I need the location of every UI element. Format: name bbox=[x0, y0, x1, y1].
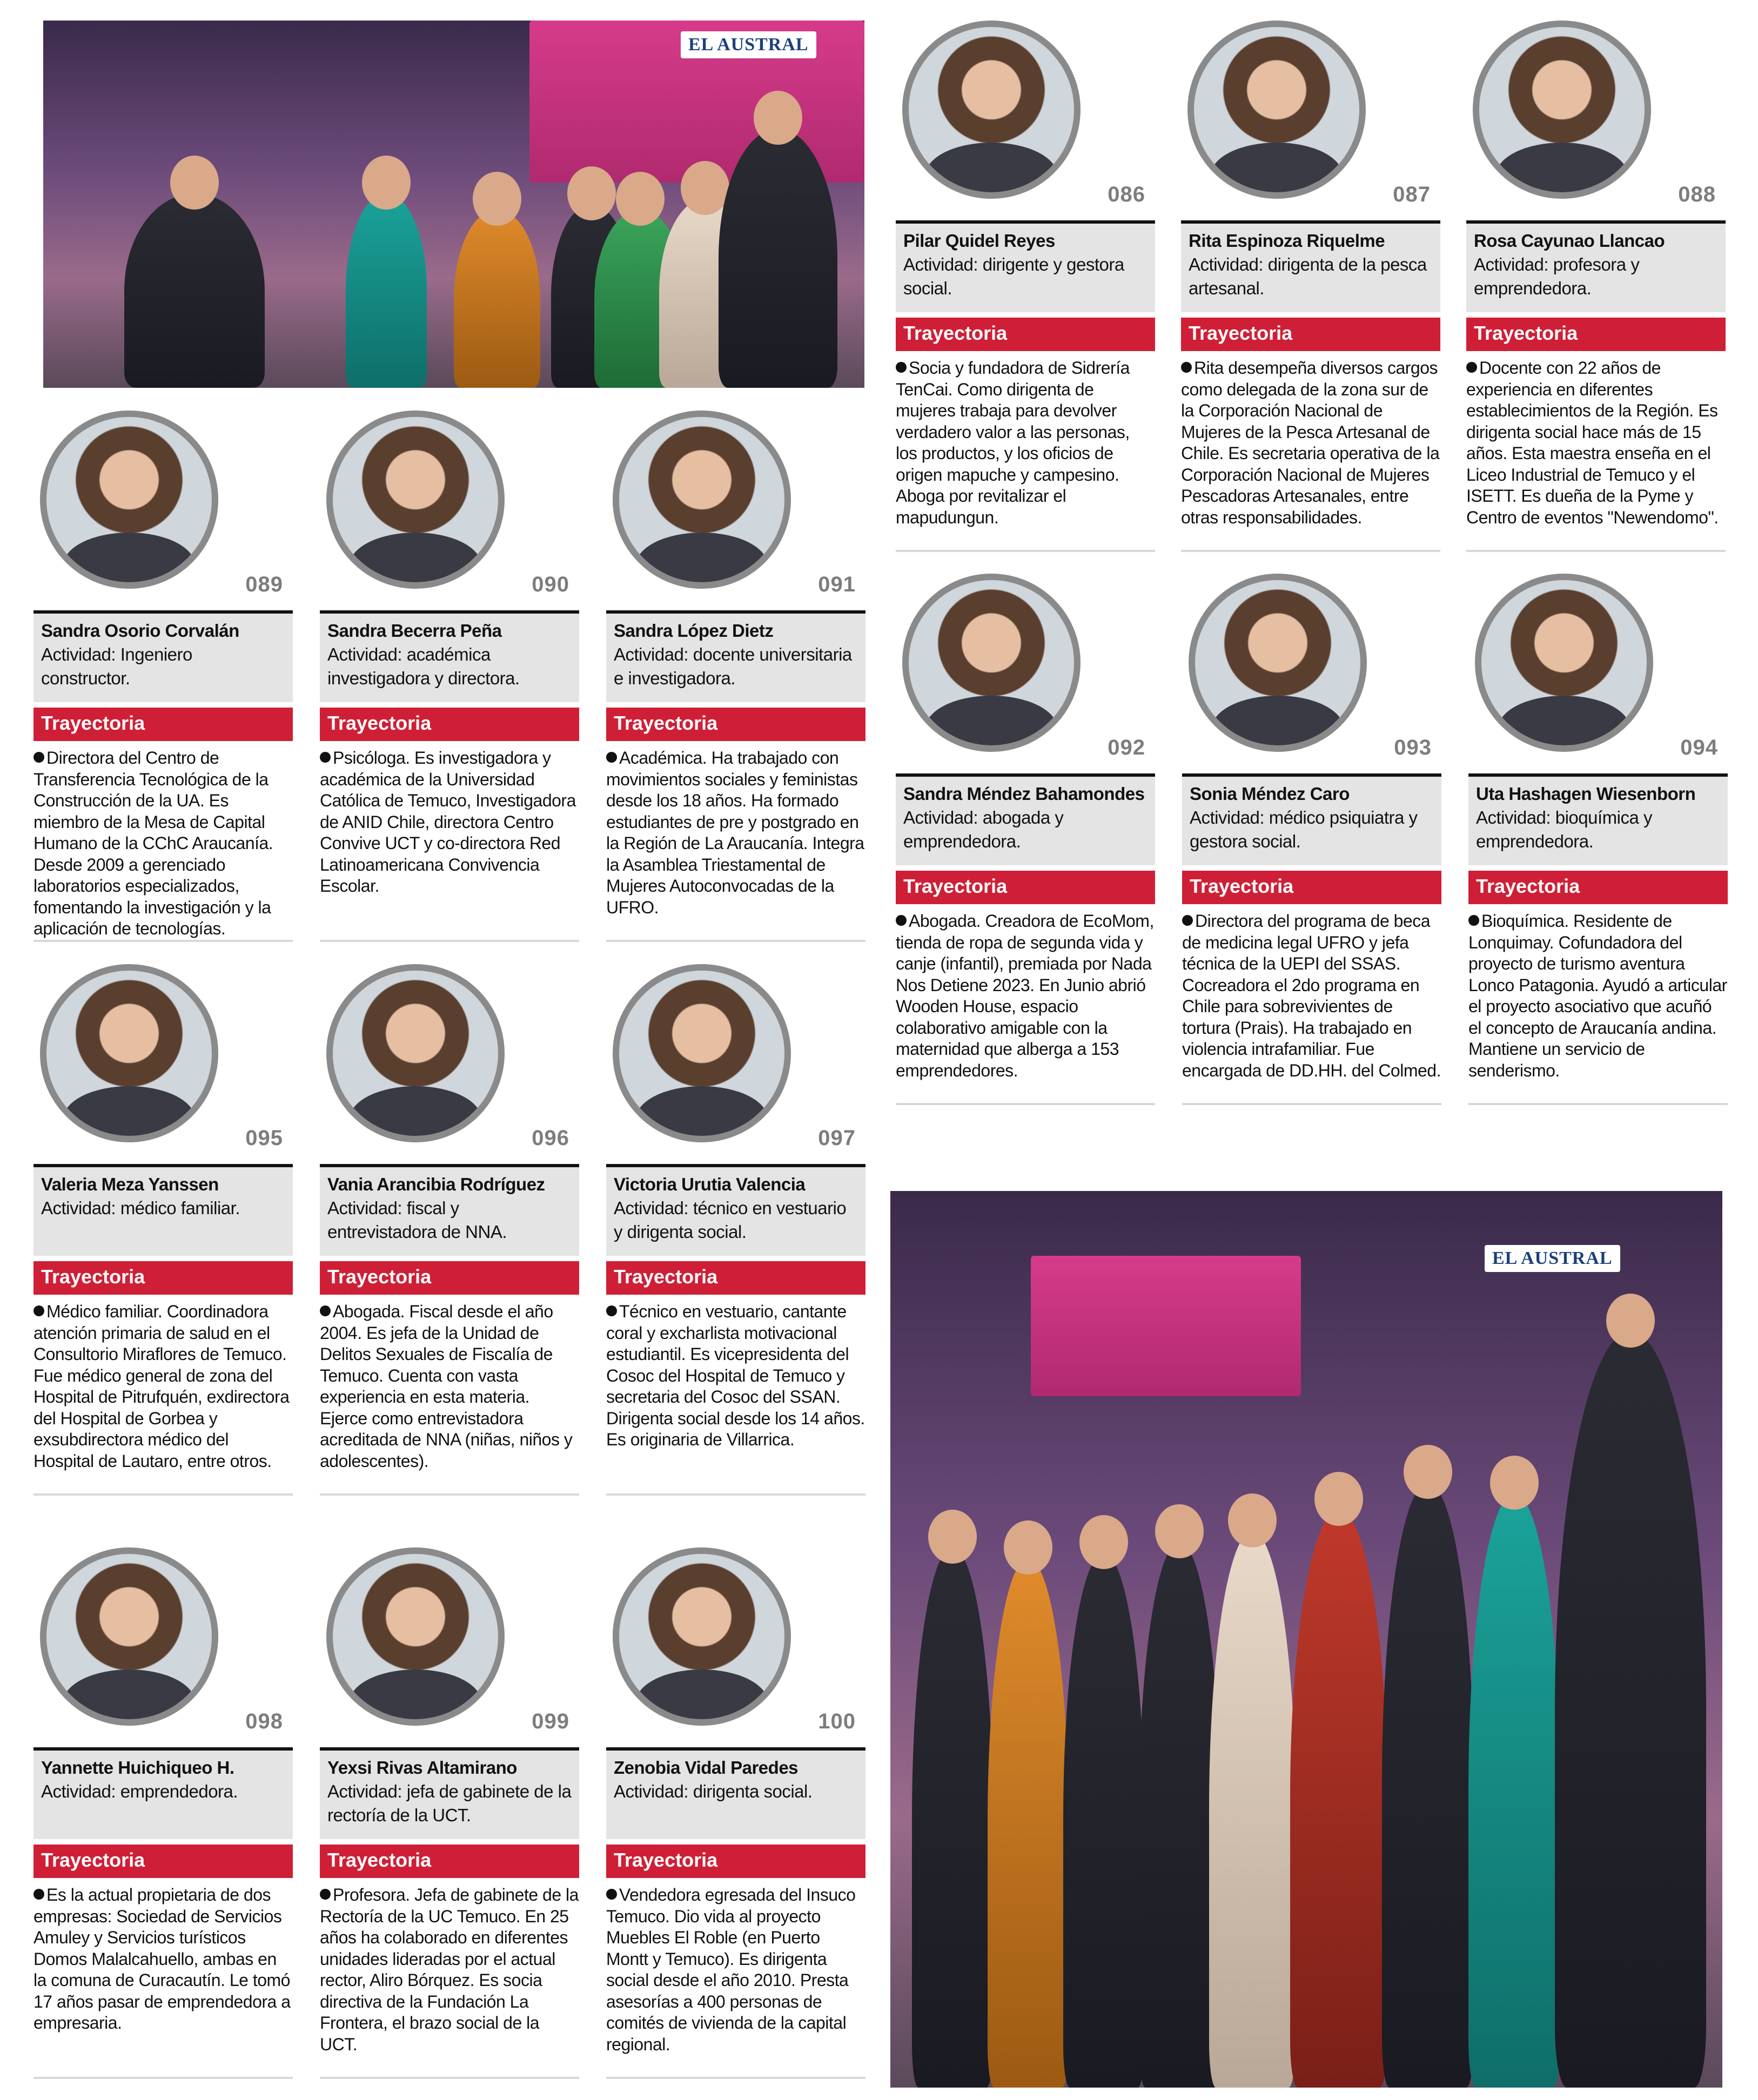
info-box bbox=[606, 1747, 865, 1839]
profile-bio: Abogada. Fiscal desde el año 2004. Es jefa de la Unidad de Delitos Sexuales de Fiscalía de Temuco. Cuenta con vasta experiencia en esta materia. Ejerce como entrevistadora acreditada de NNA (niñas, niños y adolescentes). bbox=[320, 1301, 579, 1496]
profile-card-089 bbox=[33, 410, 293, 951]
profile-number: 088 bbox=[1678, 183, 1716, 206]
trayectoria-header: Trayectoria bbox=[896, 318, 1155, 351]
info-box bbox=[1182, 773, 1441, 865]
profile-card-096 bbox=[320, 964, 579, 1504]
profile-card-086 bbox=[896, 21, 1155, 561]
profile-name: Sandra López Dietz bbox=[614, 621, 774, 641]
profile-activity: Actividad: Ingeniero constructor. bbox=[41, 644, 192, 688]
portrait-photo bbox=[1187, 21, 1366, 199]
bullet-icon bbox=[606, 752, 617, 763]
newspaper-logo: EL AUSTRAL bbox=[681, 31, 816, 58]
profile-name: Sandra Osorio Corvalán bbox=[41, 621, 239, 641]
profile-number: 093 bbox=[1394, 736, 1432, 759]
portrait-photo bbox=[40, 964, 218, 1142]
profile-card-100 bbox=[606, 1547, 865, 2088]
profile-name: Sandra Becerra Peña bbox=[327, 621, 502, 641]
profile-number: 090 bbox=[532, 573, 569, 596]
profile-bio: Técnico en vestuario, cantante coral y excharlista motivacional estudiantil. Es vicepresidenta del Cosoc del Hospital de Temuco y secretaria del Cosoc del SSAN. Dirigenta social desde los 14 años. Es originaria de Villarrica. bbox=[606, 1301, 865, 1496]
portrait-photo bbox=[326, 410, 505, 589]
info-box bbox=[33, 610, 293, 702]
profile-bio: Socia y fundadora de Sidrería TenCai. Como dirigenta de mujeres trabaja para devolver verdadero valor a las personas, los productos, y los oficios de origen mapuche y campesino. Aboga por revitalizar el mapudungun. bbox=[896, 358, 1155, 552]
person-figure bbox=[988, 1558, 1069, 2088]
newspaper-logo: EL AUSTRAL bbox=[1485, 1245, 1620, 1272]
profile-card-092 bbox=[896, 574, 1155, 1114]
trayectoria-header: Trayectoria bbox=[606, 708, 865, 741]
portrait-photo bbox=[326, 1547, 505, 1726]
bullet-icon bbox=[320, 752, 331, 763]
profile-name: Yannette Huichiqueo H. bbox=[41, 1758, 234, 1778]
profile-bio: Directora del Centro de Transferencia Tecnológica de la Construcción de la UA. Es miembro de la Mesa de Capital Humano de la CChC Araucanía. Desde 2009 a gerenciado laboratorios especializados, fomentando la investigación y la aplicación de tecnologías. bbox=[33, 748, 293, 942]
profile-activity: Actividad: bioquímica y emprendedora. bbox=[1476, 807, 1652, 851]
profile-name: Zenobia Vidal Paredes bbox=[614, 1758, 799, 1778]
profile-name: Rosa Cayunao Llancao bbox=[1474, 231, 1665, 251]
stage-banner bbox=[1031, 1256, 1301, 1396]
trayectoria-header: Trayectoria bbox=[33, 1845, 293, 1878]
person-figure bbox=[1209, 1531, 1296, 2088]
profile-activity: Actividad: fiscal y entrevistadora de NNA. bbox=[327, 1198, 507, 1242]
profile-activity: Actividad: jefa de gabinete de la rectoría de la UCT. bbox=[327, 1781, 572, 1825]
profile-card-090 bbox=[320, 410, 579, 951]
bullet-icon bbox=[896, 915, 907, 926]
bullet-icon bbox=[33, 1305, 44, 1316]
profile-name: Rita Espinoza Riquelme bbox=[1189, 231, 1385, 251]
profile-bio: Bioquímica. Residente de Lonquimay. Cofundadora del proyecto de turismo aventura Lonco Patagonia. Ayudó a articular el proyecto asociativo que acuñó el concepto de Araucanía andina. Mantiene un servicio de senderismo. bbox=[1468, 911, 1728, 1105]
bullet-icon bbox=[1182, 915, 1193, 926]
info-box bbox=[320, 1164, 579, 1256]
info-box bbox=[1468, 773, 1728, 865]
profile-bio: Profesora. Jefa de gabinete de la Rectoría de la UC Temuco. En 25 años ha colaborado en diferentes unidades lideradas por el actual rector, Aliro Bórquez. Es socia directiva de la Fundación La Frontera, el brazo social de la UCT. bbox=[320, 1884, 579, 2079]
profile-card-094 bbox=[1468, 574, 1728, 1114]
profile-card-087 bbox=[1181, 21, 1440, 561]
info-box bbox=[1181, 220, 1440, 312]
profile-name: Pilar Quidel Reyes bbox=[903, 231, 1055, 251]
profile-activity: Actividad: dirigente y gestora social. bbox=[903, 254, 1124, 298]
trayectoria-header: Trayectoria bbox=[33, 1261, 293, 1295]
profile-number: 099 bbox=[532, 1709, 569, 1733]
portrait-photo bbox=[902, 21, 1081, 199]
person-figure bbox=[454, 210, 540, 388]
profile-name: Vania Arancibia Rodríguez bbox=[327, 1174, 545, 1194]
info-box bbox=[896, 773, 1155, 865]
profile-bio: Es la actual propietaria de dos empresas: Sociedad de Servicios Amuley y Servicios turísticos Domos Malalcahuello, ambas en la comuna de Curacautín. Le tomó 17 años pasar de emprendedora a empresaria. bbox=[33, 1884, 293, 2079]
trayectoria-header: Trayectoria bbox=[896, 871, 1155, 904]
trayectoria-header: Trayectoria bbox=[33, 708, 293, 741]
profile-number: 086 bbox=[1108, 183, 1145, 206]
trayectoria-header: Trayectoria bbox=[320, 1261, 579, 1295]
profile-name: Victoria Urutia Valencia bbox=[614, 1174, 806, 1194]
profile-activity: Actividad: médico familiar. bbox=[41, 1198, 240, 1218]
profile-activity: Actividad: académica investigadora y directora. bbox=[327, 644, 520, 688]
profile-bio: Psicóloga. Es investigadora y académica de la Universidad Católica de Temuco, Investigadora de ANID Chile, directora Centro Convive UCT y co-directora Red Latinoamericana Convivencia Escolar. bbox=[320, 748, 579, 942]
person-figure bbox=[912, 1547, 993, 2088]
profile-bio: Académica. Ha trabajado con movimientos sociales y feministas desde los 18 años. Ha formado estudiantes de pre y postgrado en la Región de La Araucanía. Integra la Asamblea Triestamental de Mujeres Autoconvocadas de la UFRO. bbox=[606, 748, 865, 942]
profile-bio: Directora del programa de beca de medicina legal UFRO y jefa técnica de la UEPI del SSAS. Cocreadora el 2do programa en Chile para sobrevivientes de tortura (Prais). Ha trabajado en violencia intrafamiliar. Fue encargada de DD.HH. del Colmed. bbox=[1182, 911, 1441, 1105]
profile-number: 095 bbox=[245, 1126, 283, 1150]
profile-bio: Médico familiar. Coordinadora atención primaria de salud en el Consultorio Miraflores de Temuco. Fue médico general de zona del Hospital de Pitrufquén, exdirectora del Hospital de Gorbea y exsubdirectora médico del Hospital de Lautaro, entre otros. bbox=[33, 1301, 293, 1496]
bullet-icon bbox=[320, 1889, 331, 1900]
profile-activity: Actividad: docente universitaria e investigadora. bbox=[614, 644, 852, 688]
person-figure bbox=[124, 193, 265, 388]
trayectoria-header: Trayectoria bbox=[320, 1845, 579, 1878]
trayectoria-header: Trayectoria bbox=[606, 1845, 865, 1878]
bullet-icon bbox=[320, 1305, 331, 1316]
profile-bio: Rita desempeña diversos cargos como delegada de la zona sur de la Corporación Nacional de Mujeres de la Pesca Artesanal de Chile. Es secretaria operativa de la Corporación Nacional de Mujeres Pescadoras Artesanales, entre otras responsabilidades. bbox=[1181, 358, 1440, 552]
person-figure bbox=[1290, 1510, 1387, 2088]
info-box bbox=[320, 1747, 579, 1839]
bullet-icon bbox=[33, 1889, 44, 1900]
trayectoria-header: Trayectoria bbox=[1182, 871, 1441, 904]
portrait-photo bbox=[1189, 574, 1367, 752]
bullet-icon bbox=[896, 362, 907, 373]
profile-name: Uta Hashagen Wiesenborn bbox=[1476, 784, 1696, 804]
portrait-photo bbox=[613, 964, 791, 1142]
profile-number: 097 bbox=[818, 1126, 856, 1150]
profile-number: 087 bbox=[1393, 183, 1431, 206]
profile-number: 092 bbox=[1108, 736, 1145, 759]
portrait-photo bbox=[1475, 574, 1653, 752]
profile-bio: Docente con 22 años de experiencia en diferentes establecimientos de la Región. Es dirigenta social hace más de 15 años. Esta maestra enseña en el Liceo Industrial de Temuco y el ISETT. Es dueña de la Pyme y Centro de eventos "Newendomo". bbox=[1466, 358, 1726, 552]
bullet-icon bbox=[1468, 915, 1479, 926]
profile-number: 094 bbox=[1680, 736, 1718, 759]
person-figure bbox=[719, 129, 837, 388]
info-box bbox=[320, 610, 579, 702]
profile-card-098 bbox=[33, 1547, 293, 2088]
bullet-icon bbox=[33, 752, 44, 763]
bullet-icon bbox=[606, 1305, 617, 1316]
trayectoria-header: Trayectoria bbox=[1466, 318, 1726, 351]
portrait-photo bbox=[40, 1547, 218, 1726]
info-box bbox=[606, 610, 865, 702]
profile-name: Valeria Meza Yanssen bbox=[41, 1174, 219, 1194]
profile-activity: Actividad: técnico en vestuario y dirigenta social. bbox=[614, 1198, 847, 1242]
portrait-photo bbox=[326, 964, 505, 1142]
profile-activity: Actividad: médico psiquiatra y gestora social. bbox=[1190, 807, 1418, 851]
portrait-photo bbox=[613, 410, 791, 589]
profile-activity: Actividad: dirigenta social. bbox=[614, 1781, 813, 1801]
event-photo-top bbox=[43, 21, 864, 388]
profile-activity: Actividad: abogada y emprendedora. bbox=[903, 807, 1064, 851]
person-figure bbox=[1139, 1542, 1220, 2088]
profile-card-091 bbox=[606, 410, 865, 951]
info-box bbox=[33, 1164, 293, 1256]
profile-name: Sandra Méndez Bahamondes bbox=[903, 784, 1145, 804]
event-photo-bottom bbox=[890, 1191, 1722, 2088]
info-box bbox=[1466, 220, 1726, 312]
profile-card-088 bbox=[1466, 21, 1726, 561]
portrait-photo bbox=[1473, 21, 1651, 199]
trayectoria-header: Trayectoria bbox=[1181, 318, 1440, 351]
info-box bbox=[33, 1747, 293, 1839]
profile-activity: Actividad: profesora y emprendedora. bbox=[1474, 254, 1640, 298]
profile-number: 096 bbox=[532, 1126, 569, 1150]
person-figure bbox=[1555, 1331, 1706, 2088]
bullet-icon bbox=[1466, 362, 1477, 373]
person-figure bbox=[1468, 1493, 1560, 2088]
profile-activity: Actividad: emprendedora. bbox=[41, 1781, 238, 1801]
trayectoria-header: Trayectoria bbox=[320, 708, 579, 741]
bullet-icon bbox=[606, 1889, 617, 1900]
person-figure bbox=[346, 193, 427, 388]
profile-name: Yexsi Rivas Altamirano bbox=[327, 1758, 517, 1778]
profile-activity: Actividad: dirigenta de la pesca artesanal. bbox=[1189, 254, 1427, 298]
profile-number: 100 bbox=[818, 1709, 856, 1733]
profile-card-093 bbox=[1182, 574, 1441, 1114]
bullet-icon bbox=[1181, 362, 1192, 373]
portrait-photo bbox=[902, 574, 1081, 752]
profile-name: Sonia Méndez Caro bbox=[1190, 784, 1350, 804]
profile-card-095 bbox=[33, 964, 293, 1504]
person-figure bbox=[1063, 1553, 1144, 2088]
person-figure bbox=[1382, 1483, 1474, 2088]
profile-bio: Vendedora egresada del Insuco Temuco. Dio vida al proyecto Muebles El Roble (en Puerto Montt y Temuco). Es dirigenta social desde el año 2010. Presta asesorías a 400 personas de comités de vivienda de la capital regional. bbox=[606, 1884, 865, 2079]
profile-number: 089 bbox=[245, 573, 283, 596]
profile-card-097 bbox=[606, 964, 865, 1504]
portrait-photo bbox=[613, 1547, 791, 1726]
info-box bbox=[606, 1164, 865, 1256]
profile-bio: Abogada. Creadora de EcoMom, tienda de ropa de segunda vida y canje (infantil), premiada por Nada Nos Detiene 2023. En Junio abrió Wooden House, espacio colaborativo amigable con la maternidad que alberga a 153 emprendedores. bbox=[896, 911, 1155, 1105]
info-box bbox=[896, 220, 1155, 312]
trayectoria-header: Trayectoria bbox=[606, 1261, 865, 1295]
trayectoria-header: Trayectoria bbox=[1468, 871, 1728, 904]
profile-number: 098 bbox=[245, 1709, 283, 1733]
profile-card-099 bbox=[320, 1547, 579, 2088]
profile-number: 091 bbox=[818, 573, 856, 596]
portrait-photo bbox=[40, 410, 218, 589]
